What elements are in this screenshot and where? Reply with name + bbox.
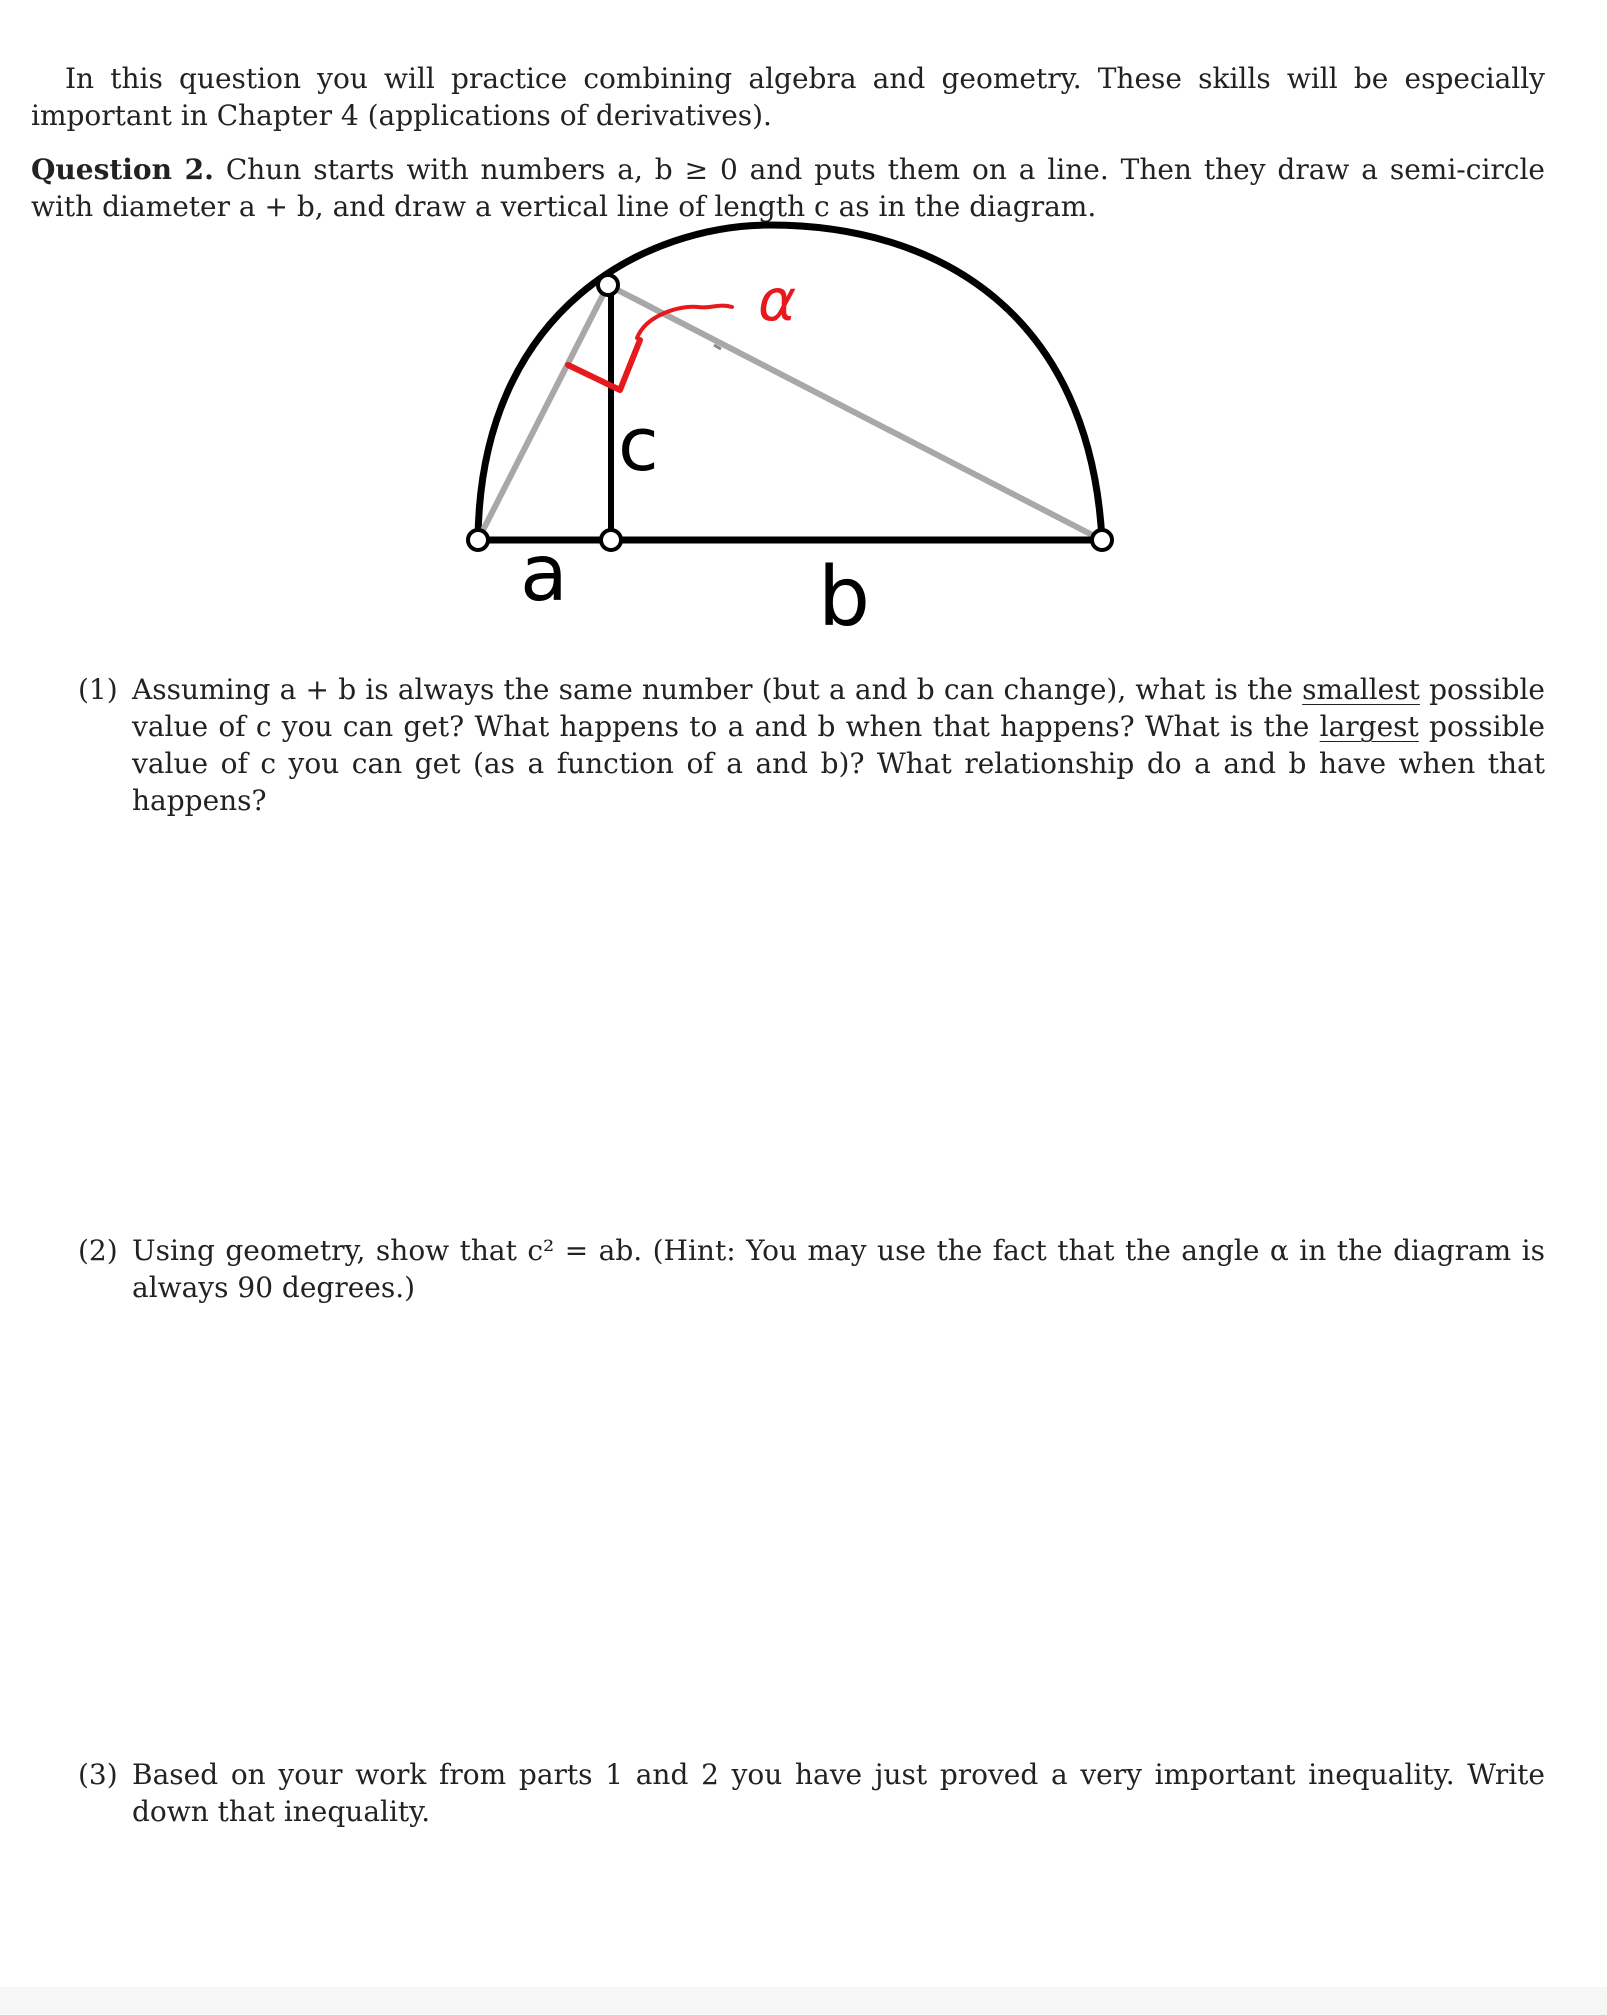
point-top [598, 275, 618, 295]
part-3-number: (3) [78, 1758, 118, 1791]
alpha-label: α [758, 266, 797, 334]
question-label: Question 2. [31, 153, 214, 186]
page-bottom-strip [0, 1987, 1607, 2015]
underlined-largest: largest [1319, 710, 1419, 743]
label-b: b [818, 550, 871, 645]
part-1 [78, 671, 1545, 819]
part-1-text-a: Assuming a + b is always the same number (but a and b can change), what is the [132, 673, 1303, 706]
part-1-text-c: possible value of c you can get (as a function of a and b)? What relationship do a and b have when that happens? [132, 710, 1545, 817]
part-3-text: Based on your work from parts 1 and 2 you have just proved a very important inequality. Write down that inequality. [132, 1758, 1545, 1828]
part-3 [78, 1756, 1545, 1830]
underlined-smallest: smallest [1302, 673, 1420, 706]
part-1-text-b: possible value of c you can get? What happens to a and b when that happens? What is the [132, 673, 1545, 743]
chord-right [608, 285, 1102, 540]
point-left [468, 530, 488, 550]
part-2-text: Using geometry, show that c² = ab. (Hint: You may use the fact that the angle α in the diagram is always 90 degrees.) [132, 1234, 1545, 1304]
part-2-number: (2) [78, 1234, 118, 1267]
intro-paragraph: In this question you will practice combining algebra and geometry. These skills will be especially important in Chapter 4 (applications of derivatives). [31, 62, 1545, 132]
part-1-text [132, 671, 1545, 819]
label-c: c [618, 402, 659, 488]
point-foot [601, 530, 621, 550]
part-2 [78, 1232, 1545, 1306]
semicircle-diagram [440, 205, 1140, 645]
question-text: Chun starts with numbers a, b ≥ 0 and puts them on a line. Then they draw a semi-circle with diameter a + b, and draw a vertical line of length c as in the diagram. [31, 153, 1545, 223]
part-1-number: (1) [78, 673, 118, 706]
point-right [1092, 530, 1112, 550]
label-a: a [520, 529, 568, 619]
